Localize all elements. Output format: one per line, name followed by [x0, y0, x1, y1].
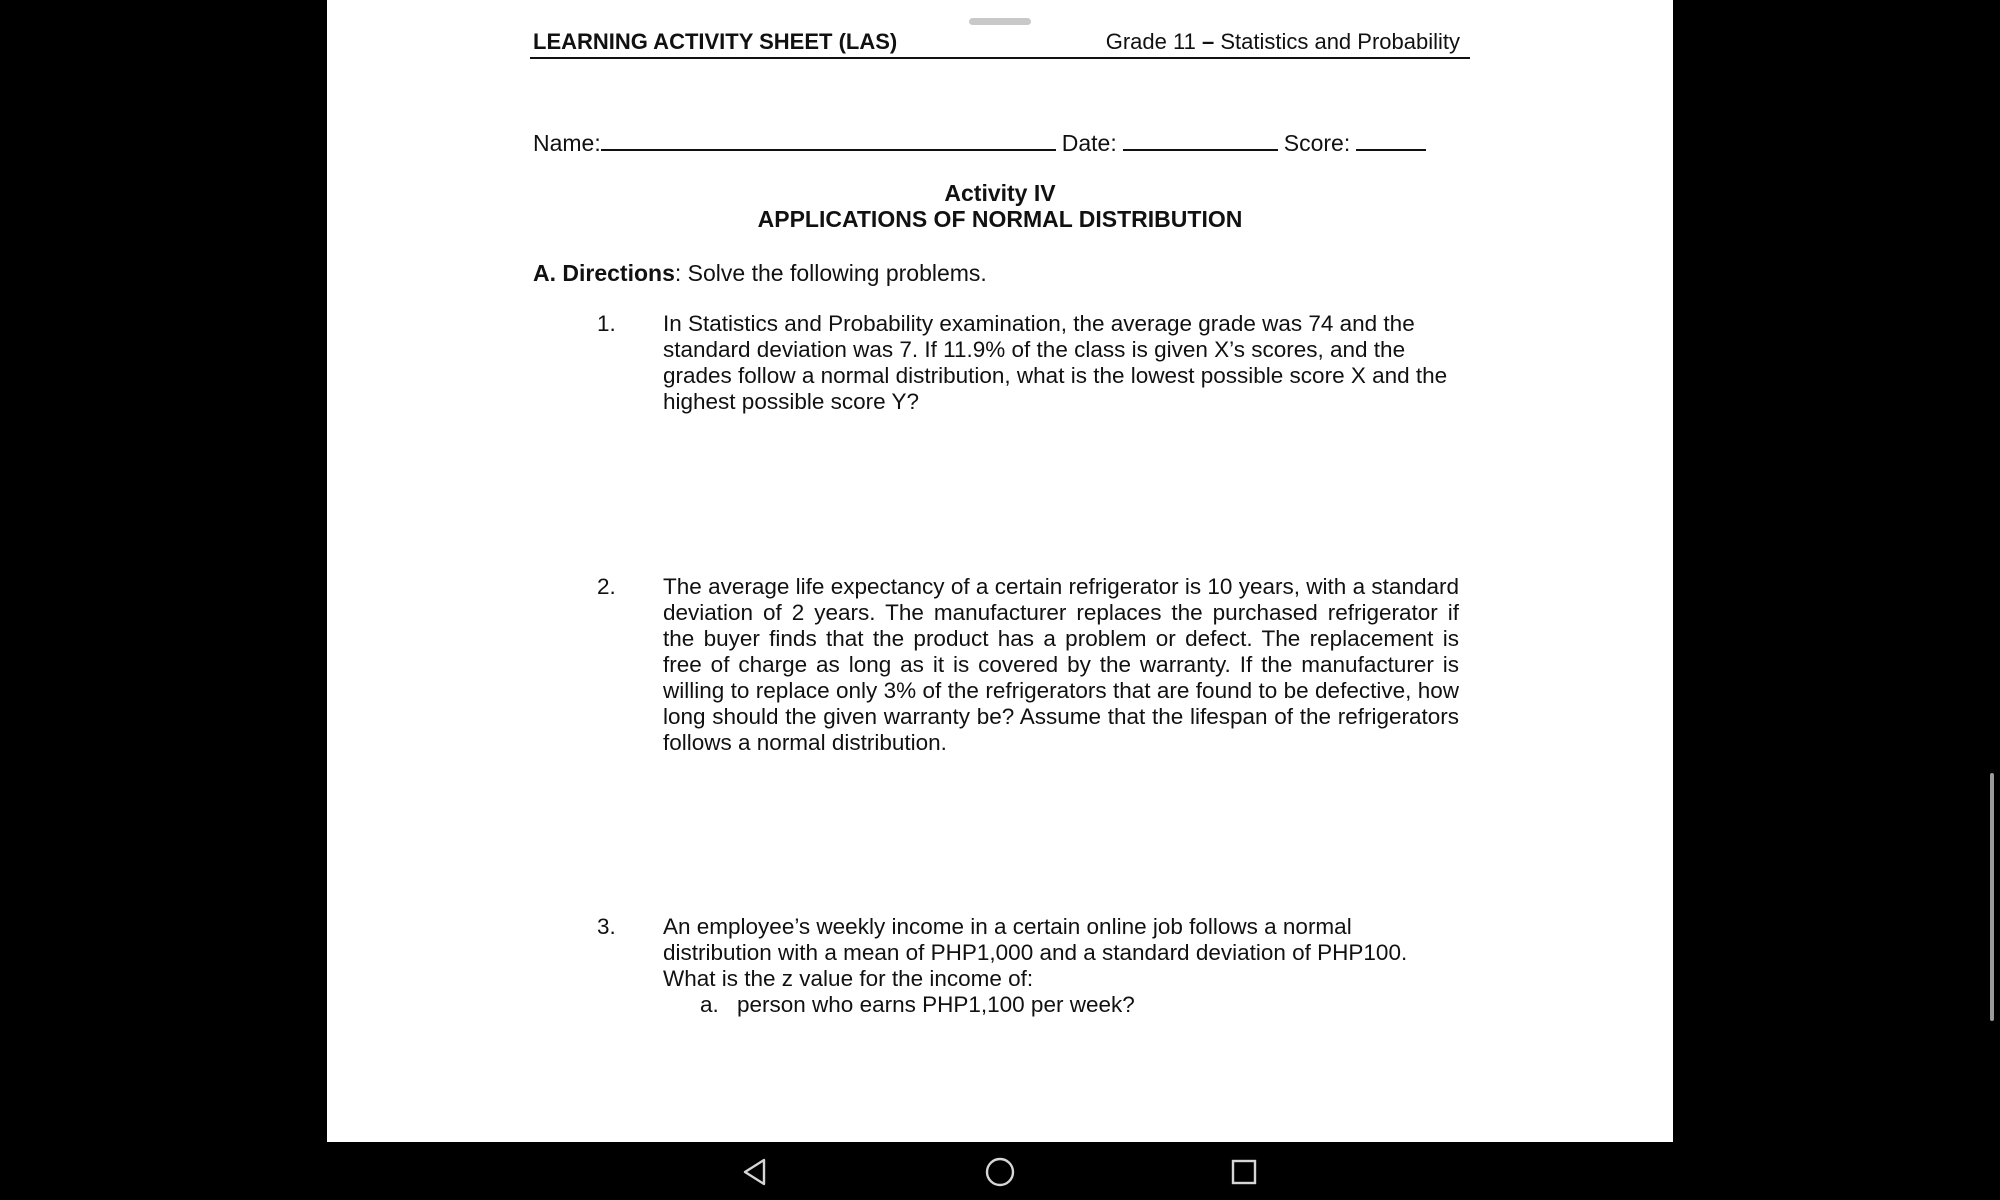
problem-text: The average life expectancy of a certain refrigerator is 10 years, with a standard deviation of 2 years. The manufacturer replaces the purchased refrigerator if the buyer finds that the product has a problem or defect. The replacement is free of charge as long as it is covered by the warranty. If the manufacturer is willing to replace only 3% of the refrigerators that are found to be defective, how long should the given warranty be? Assume that the lifespan of the refrigerators follows a normal distribution.	[663, 574, 1459, 755]
date-blank	[1123, 127, 1278, 151]
subitem-text: person who earns PHP1,100 per week?	[737, 992, 1135, 1017]
problem-subitem	[700, 992, 1459, 1018]
problem-text: An employee’s weekly income in a certain online job follows a normal distribution with a mean of PHP1,000 and a standard deviation of PHP100. What is the z value for the income of:	[663, 914, 1408, 991]
recent-apps-square-icon	[1230, 1158, 1258, 1186]
back-button[interactable]	[733, 1150, 777, 1194]
activity-title-block	[327, 180, 1673, 232]
problem-number: 2.	[597, 574, 616, 599]
date-label: Date:	[1061, 130, 1117, 156]
name-label: Name:	[533, 130, 601, 156]
directions	[533, 258, 987, 288]
name-blank	[601, 127, 1056, 151]
header-title: LEARNING ACTIVITY SHEET (LAS)	[533, 27, 901, 59]
student-fields	[533, 127, 1426, 157]
problem-item	[597, 311, 1459, 415]
document-page[interactable]	[327, 0, 1673, 1142]
vertical-scrollbar[interactable]	[1990, 773, 1994, 1021]
score-blank	[1356, 127, 1426, 151]
recent-apps-button[interactable]	[1222, 1150, 1266, 1194]
drag-handle[interactable]	[969, 18, 1031, 25]
back-triangle-icon	[740, 1157, 770, 1187]
system-navigation-bar	[0, 1142, 2000, 1200]
activity-subtitle: APPLICATIONS OF NORMAL DISTRIBUTION	[757, 206, 1243, 232]
directions-text: : Solve the following problems.	[674, 260, 987, 286]
problem-item	[597, 574, 1459, 756]
document-header	[530, 27, 1470, 59]
subitem-letter: a.	[700, 992, 719, 1017]
home-button[interactable]	[978, 1150, 1022, 1194]
header-subject: Statistics and Probability	[1220, 29, 1460, 54]
header-dash: –	[1201, 29, 1215, 54]
directions-label: A. Directions	[533, 260, 675, 286]
activity-title: Activity IV	[944, 180, 1056, 206]
problem-text: In Statistics and Probability examination, the average grade was 74 and the standard deviation was 7. If 11.9% of the class is given X’s scores, and the grades follow a normal distribution, what is the lowest possible score X and the highest possible score Y?	[663, 311, 1448, 414]
problem-item	[597, 914, 1459, 1018]
home-circle-icon	[984, 1156, 1016, 1188]
header-grade: Grade 11	[1105, 29, 1196, 54]
problem-number: 1.	[597, 311, 616, 336]
score-label: Score:	[1283, 130, 1351, 156]
problem-number: 3.	[597, 914, 616, 939]
header-grade-subject	[1106, 27, 1460, 57]
